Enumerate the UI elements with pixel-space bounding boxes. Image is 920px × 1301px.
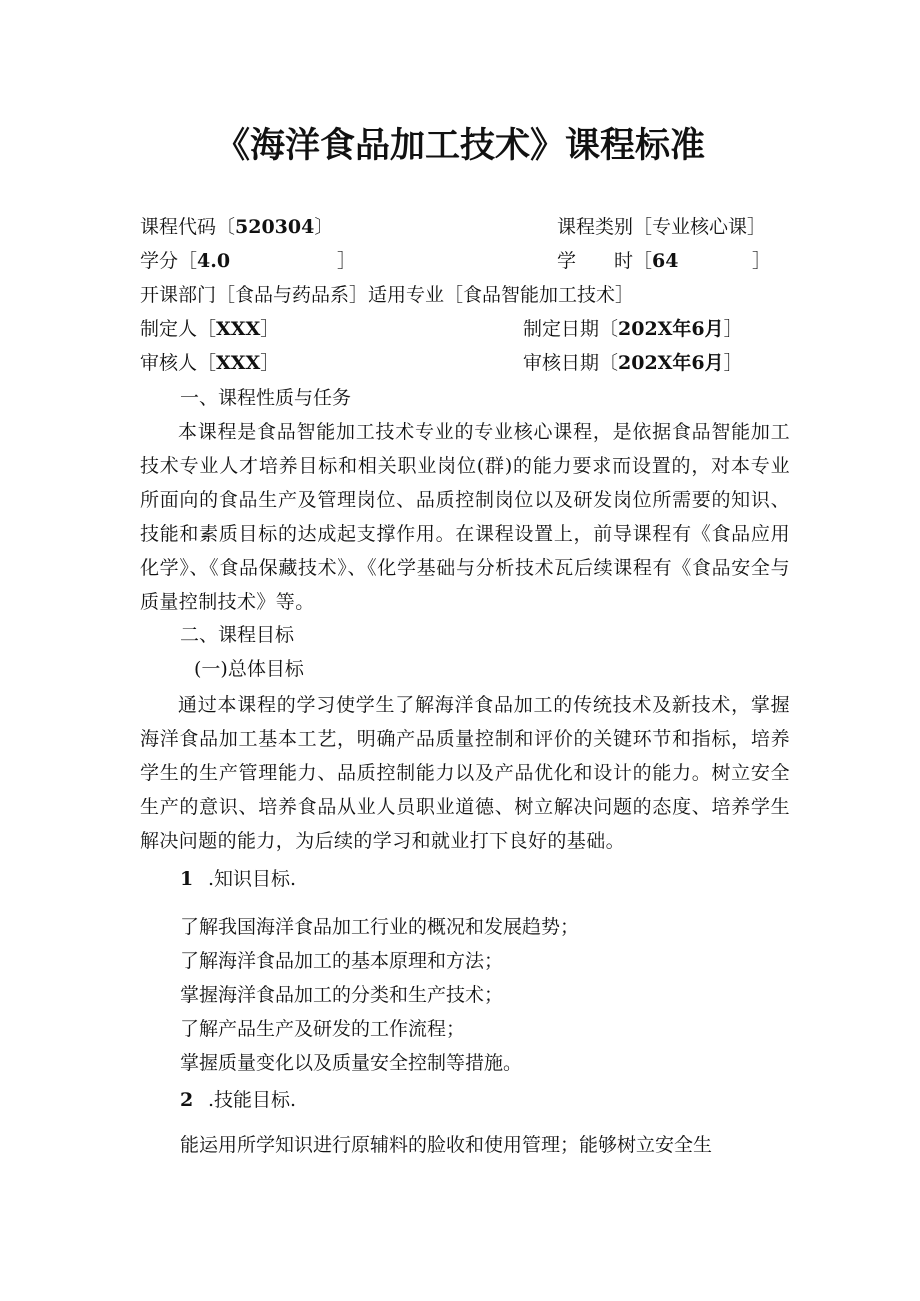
author-date-field: 制定日期〔202X年6月］ [523,318,743,340]
review-date-value: 202X年6月 [618,352,724,374]
list-item: 了解海洋食品加工的基本原理和方法； [180,950,504,972]
credit-field: 学分［4.0 ］ [140,246,356,276]
meta-row-department-major [140,280,790,310]
subsection-heading-overall: (一)总体目标 [194,658,304,680]
course-type-field: 课程类别［专业核心课］ [557,216,767,238]
review-date-field: 审核日期〔202X年6月］ [523,352,743,374]
hours-field: 学 时［64 ］ [557,246,771,276]
meta-row-credit-hours [140,246,790,276]
list-item: 掌握质量变化以及质量安全控制等措施。 [180,1052,523,1074]
course-code-value: 520304 [235,216,315,238]
author-date-value: 202X年6月 [618,318,724,340]
reviewer-value: XXX [216,352,261,374]
author-value: XXX [216,318,261,340]
department-major-field: 开课部门［食品与药品系］适用专业［食品智能加工技术］ [140,284,635,306]
skill-goals-number: 2 [180,1089,194,1111]
list-item: 掌握海洋食品加工的分类和生产技术； [180,984,504,1006]
skill-goals-heading: 2 .技能目标. [180,1085,296,1115]
skill-goals-paragraph: 能运用所学知识进行原辅料的脸收和使用管理；能够树立安全生 [180,1134,713,1156]
section-paragraph-overall: 通过本课程的学习使学生了解海洋食品加工的传统技术及新技术，掌握海洋食品加工基本工艺，明确产品质量控制和评价的关键环节和指标，培养学生的生产管理能力、品质控制能力以及产品优化和设计的能力。树立安全生产的意识、培养食品从业人员职业道德、树立解决问题的态度、培养学生解决问题的能力，为后续的学习和就业打下良好的基础。 [140,694,790,852]
knowledge-goals-number: 1 [180,868,194,890]
hours-value: 64 [652,250,679,272]
list-item: 了解我国海洋食品加工行业的概况和发展趋势； [180,916,580,938]
list-item: 了解产品生产及研发的工作流程； [180,1018,466,1040]
credit-value: 4.0 [197,250,231,272]
author-field: 制定人［XXX］ [140,318,280,340]
section-heading-goals: 二、课程目标 [180,624,295,646]
meta-row-reviewer [140,348,790,378]
meta-row-code-type [140,212,790,242]
document-title: 《海洋食品加工技术》课程标准 [214,126,705,166]
knowledge-goals-heading: 1 .知识目标. [180,864,296,894]
reviewer-field: 审核人［XXX］ [140,352,280,374]
section-heading-nature: 一、课程性质与任务 [180,387,352,409]
section-paragraph-nature: 本课程是食品智能加工技术专业的专业核心课程，是依据食品智能加工技术专业人才培养目标和相关职业岗位(群)的能力要求而设置的，对本专业所面向的食品生产及管理岗位、品质控制岗位以及研发岗位所需要的知识、技能和素质目标的达成起支撑作用。在课程设置上，前导课程有《食品应用化学》、《食品保藏技术》、《化学基础与分析技术瓦后续课程有《食品安全与质量控制技术》等。 [140,421,790,613]
meta-row-author [140,314,790,344]
course-code-field: 课程代码〔520304〕 [140,216,334,238]
